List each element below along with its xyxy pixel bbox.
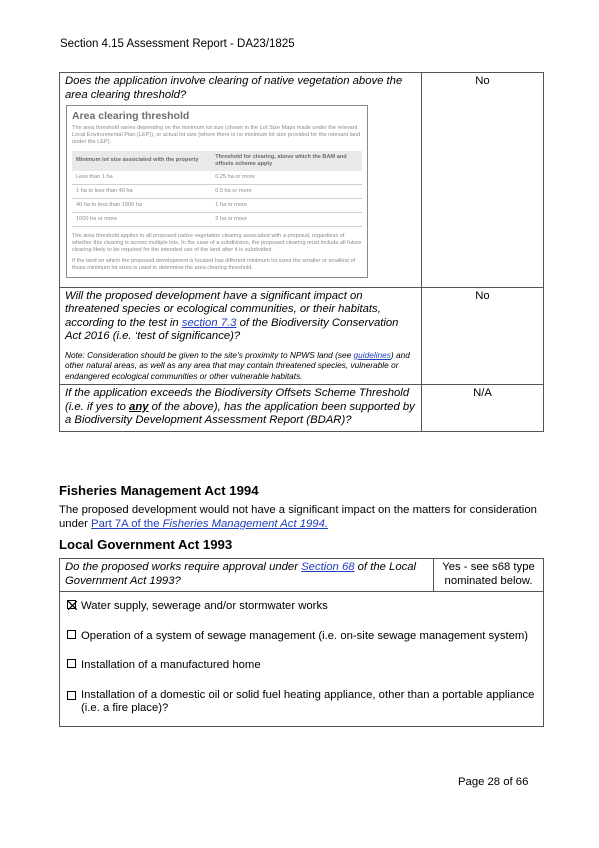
cell: Less than 1 ha [72,171,211,185]
table-row [72,171,362,185]
table-row [60,287,544,385]
cell: 2 ha or more [211,212,362,226]
option-label: Water supply, sewerage and/or stormwater works [81,600,328,612]
option-label: Installation of a domestic oil or solid fuel heating appliance, other than a portable appliance (i.e. a fire place)? [81,688,535,714]
area-clearing-threshold-image [66,105,368,278]
table-row [72,198,362,212]
option-water-supply[interactable] [65,596,538,618]
table-row [72,184,362,198]
cell: 1000 ha or more [72,212,211,226]
answer-bdar: N/A [422,385,544,432]
question-section-68 [65,561,428,588]
link-part: Part 7A of the [91,517,163,530]
answer-section-68: Yes - see s68 type nominated below. [434,559,544,592]
threshold-table [72,151,362,227]
table-row [72,212,362,226]
question-text: Do the proposed works require approval under [65,561,302,573]
image-title: Area clearing threshold [72,110,190,122]
image-para-2: If the land on which the proposed development is located has different minimum lot sizes the smaller or smallest of those minimum lot sizes is used to determine the area clearing threshold. [72,258,356,272]
page-header: Section 4.15 Assessment Report - DA23/1825 [60,38,295,50]
threshold-col-2: Threshold for clearing, above which the BAM and offsets scheme apply [211,151,362,171]
table-row [60,559,544,592]
image-intro: The area threshold varies depending on the minimum lot size (shown in the Lot Size Maps made under the relevant Local Environmental Plan (LEP)), or actual lot size (where there is no minimum lot size provided for the relevant land under the LEP). [72,125,361,146]
option-sewage-management[interactable] [65,626,538,648]
local-government-table [59,558,544,727]
cell: 0.25 ha or more [211,171,362,185]
question-text: of the above), has the application been supported by a Biodiversity Development Assessment Report (BDAR)? [65,400,415,427]
cell: 1 ha or more [211,198,362,212]
checkbox-icon[interactable] [67,691,76,700]
fisheries-body: The proposed development would not have a significant impact on the matters for consideration under [59,504,537,530]
threshold-col-1: Minimum lot size associated with the property [72,151,211,171]
question-text: If the application exceeds the Biodiversity Offsets Scheme Threshold (i.e. if yes to [65,387,410,413]
section-68-link[interactable]: Section 68 [301,561,355,573]
question-text: Will the proposed development have a significant impact on threatened species or ecological communities, or their habitats, according to the test in [65,289,381,329]
table-row [60,592,544,727]
table-row [60,385,544,432]
checkbox-icon[interactable] [67,659,76,668]
localgov-heading: Local Government Act 1993 [59,537,233,552]
option-manufactured-home[interactable] [65,655,538,677]
note-pre: Note: Consideration should be given to the site’s proximity to NPWS land (see [65,349,354,360]
any-emphasis: any [129,400,149,413]
note-text [65,350,416,382]
option-heating-appliance[interactable] [65,685,538,720]
table-row [60,73,544,288]
question-text: of the Biodiversity Conservation Act 2016 (i.e. ‘test of significance)? [65,316,399,343]
question-clearing: Does the application involve clearing of native vegetation above the area clearing threshold? [65,75,403,101]
guidelines-link[interactable]: guidelines [353,349,391,360]
option-label: Installation of a manufactured home [81,659,261,671]
fisheries-text [59,504,544,531]
link-italic: Fisheries Management Act 1994. [162,517,328,530]
cell: 1 ha to less than 40 ha [72,184,211,198]
answer-significant-impact: No [422,287,544,385]
answer-clearing: No [422,73,544,288]
question-significant-impact [65,290,416,344]
checkbox-icon[interactable] [67,630,76,639]
checkbox-checked-icon[interactable] [67,600,76,609]
section-7-3-link[interactable]: section 7.3 [181,316,237,329]
cell: 0.5 ha or more [211,184,362,198]
question-bdar [65,387,416,428]
biodiversity-table [59,72,544,432]
option-label: Operation of a system of sewage management (i.e. on-site sewage management system) [81,629,529,642]
cell: 40 ha to less than 1000 ha [72,198,211,212]
fisheries-heading: Fisheries Management Act 1994 [59,483,259,498]
fisheries-act-link[interactable] [91,518,328,530]
page-number: Page 28 of 66 [458,776,529,788]
question-text: of the Local Government Act 1993? [65,561,417,587]
image-para-1: The area threshold applies to all proposed native vegetation clearing associated with a proposal, regardless of whether this clearing is across multiple lots. In the case of a subdivision, the proposed clearing must include all future clearing likely to be required for the intended use of the land after it is subdivided. [72,232,362,254]
note-post: ) and other natural areas, as well as any area that may contain threatened species, vulnerable or endangered ecological communities or other vulnerable habitats. [65,349,410,381]
